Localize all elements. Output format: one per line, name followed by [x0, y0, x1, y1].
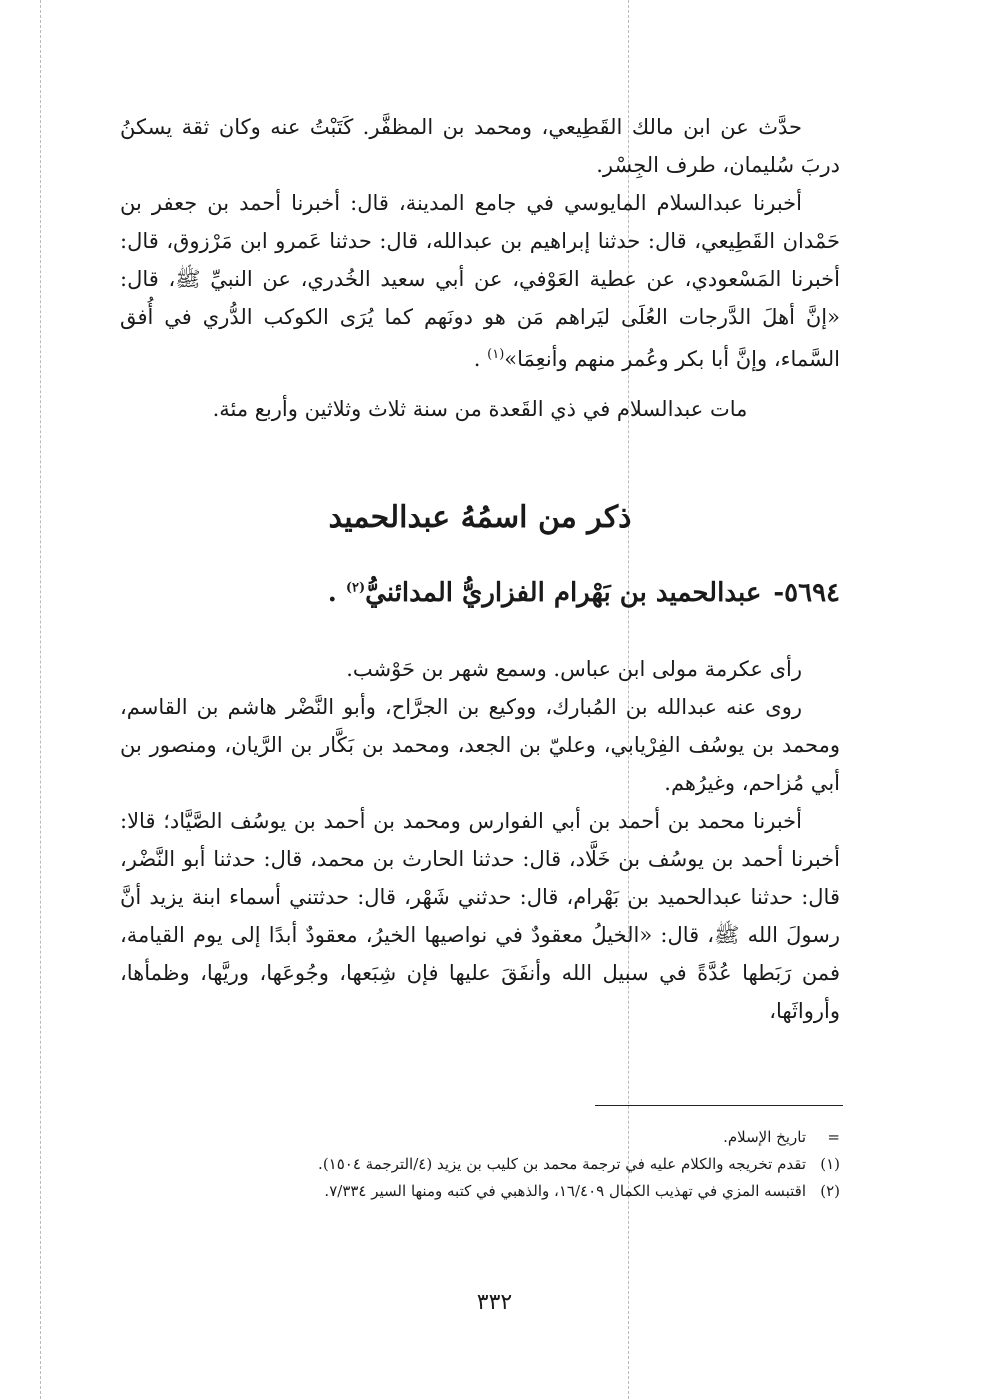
- hadith-paragraph: أخبرنا عبدالسلام المايوسي في جامع المدينة، قال: أخبرنا أحمد بن جعفر بن حَمْدان القَطِيعي، قال: حدثنا إبراهيم بن عبدالله، قال: حدثنا عَمرو ابن مَرْزوق، قال: أخبرنا المَسْعودي، عن عطية العَوْفي، عن أبي سعيد الخُدري، عن النبيِّ ﷺ، قال: «إنَّ أهلَ الدَّرجات العُلَى ليَراهم مَن هو دونَهم كما يُرَى الكوكب الدُّري في أُفق السَّماء، وإنَّ أبا بكر وعُمر منهم وأنعِمَا»$^{(١)}$ .: [120, 191, 840, 371]
- footnote-number: (٢): [820, 1182, 840, 1200]
- footnote: [120, 1151, 840, 1178]
- footnote: [120, 1178, 840, 1205]
- paragraph: روى عنه عبدالله بن المُبارك، ووكيع بن الجرَّاح، وأبو النَّضْر هاشم بن القاسم، ومحمد بن يوسُف الفِرْيابي، وعليّ بن الجعد، ومحمد بن بَكَّار بن الرَّيان، ومنصور بن أبي مُزاحم، وغيرُهم.: [120, 695, 840, 795]
- footnote-ref: (٢): [345, 580, 366, 596]
- paragraph-text: أخبرنا عبدالسلام المايوسي في جامع المدينة، قال: أخبرنا أحمد بن جعفر بن حَمْدان القَطِيعي، قال: حدثنا إبراهيم بن عبدالله، قال: حدثنا عَمرو ابن مَرْزوق، قال: أخبرنا المَسْعودي، عن عطية العَوْفي، عن أبي سعيد الخُدري، عن النبيِّ ﷺ، قال: «إنَّ أهلَ الدَّرجات العُلَى ليَراهم مَن هو دونَهم كما يُرَى الكوكب الدُّري في أُفق السَّماء، وإنَّ أبا بكر وعُمر منهم وأنعِمَا»: [120, 191, 840, 371]
- footnote-number: (١): [820, 1155, 840, 1173]
- death-note: مات عبدالسلام في ذي القَعدة من سنة ثلاث وثلاثين وأربع مئة.: [212, 397, 748, 421]
- upper-text-block: [120, 108, 840, 428]
- footnote-text: تقدم تخريجه والكلام عليه في ترجمة محمد بن كليب بن يزيد (٤/الترجمة ١٥٠٤).: [318, 1155, 806, 1173]
- footnote-text: اقتبسه المزي في تهذيب الكمال ١٦/٤٠٩، والذهبي في كتبه ومنها السير ٧/٣٣٤.: [324, 1182, 806, 1200]
- page-number: ٣٣٢: [476, 1290, 513, 1315]
- entry-name: عبدالحميد بن بَهْرام الفزاريُّ المدائنيُّ: [365, 578, 762, 608]
- paragraph: رأى عكرمة مولى ابن عباس. وسمع شهر بن حَوْشب.: [346, 657, 802, 681]
- scan-margin-line: [40, 0, 41, 1399]
- footnotes: [120, 1124, 840, 1205]
- footnote: [120, 1124, 840, 1151]
- paragraph: أخبرنا محمد بن أحمد بن أبي الفوارس ومحمد بن أحمد بن يوسُف الصَّيَّاد؛ قالا: أخبرنا أحمد بن يوسُف بن خَلَّاد، قال: حدثنا الحارث بن محمد، قال: حدثنا أبو النَّضْر، قال: حدثنا عبدالحميد بن بَهْرام، قال: حدثني شَهْر، قال: حدثتني أسماء ابنة يزيد أنَّ رسولَ الله ﷺ، قال: «الخيلُ معقودٌ في نواصيها الخيرُ، معقودٌ أبدًا إلى يوم القيامة، فمن رَبَطها عُدَّةً في سبيل الله وأنفَقَ عليها فإن شِبَعها، وجُوعَها، وريَّها، وظمأها، وأرواثَها،: [120, 809, 840, 1023]
- paragraph: حدَّث عن ابن مالك القَطِيعي، ومحمد بن المظفَّر. كَتَبْتُ عنه وكان ثقة يسكنُ دربَ سُليمان، طرف الجِسْر.: [120, 115, 840, 177]
- footnote-text: تاريخ الإسلام.: [723, 1128, 806, 1146]
- entry-number: ٥٦٩٤-: [773, 578, 840, 608]
- footnote-ref: (١): [487, 347, 505, 362]
- entry-text-block: [120, 650, 840, 1030]
- section-title: ذكر من اسمُهُ عبدالحميد: [328, 500, 632, 535]
- footnote-divider: [595, 1105, 843, 1106]
- entry-heading: ٥٦٩٤-عبدالحميد بن بَهْرام الفزاريُّ المدائنيُّ$^{(٢)}$ .: [327, 578, 840, 608]
- footnote-number: =: [827, 1128, 840, 1146]
